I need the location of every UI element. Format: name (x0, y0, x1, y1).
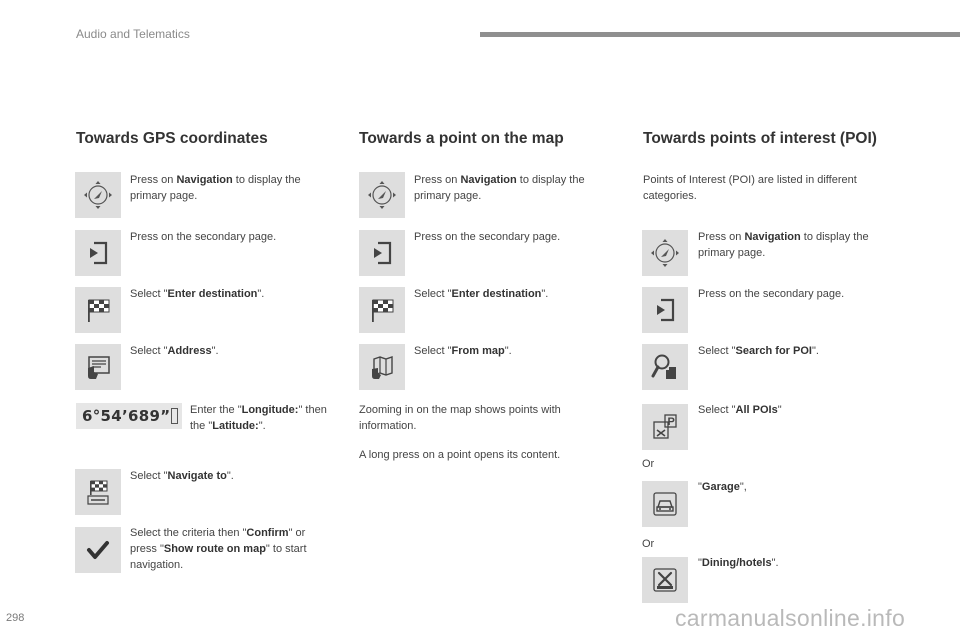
all-pois-icon (642, 404, 688, 450)
or-label: Or (642, 538, 655, 550)
gps-step-2: Press on the secondary page. (130, 231, 277, 243)
map-step-1: Press on Navigation to display the primary page. (414, 174, 585, 202)
coordinate-value: 6°54’689” (82, 407, 171, 425)
poi-step-1: Press on Navigation to display the primary page. (698, 231, 869, 259)
poi-intro: Points of Interest (POI) are listed in different categories. (643, 174, 857, 202)
section-title-point-on-map: Towards a point on the map (359, 130, 564, 147)
or-label: Or (642, 458, 655, 470)
poi-step-6: "Dining/hotels". (698, 557, 779, 569)
map-icon (359, 344, 405, 390)
map-note-zoom: Zooming in on the map shows points with information. (359, 404, 561, 432)
map-step-2: Press on the secondary page. (414, 231, 561, 243)
navigation-icon (75, 172, 121, 218)
secondary-page-icon (75, 230, 121, 276)
secondary-page-icon (642, 287, 688, 333)
svg-text:P: P (667, 416, 675, 428)
gps-step-5: Enter the "Longitude:" then the "Latitude:". (190, 404, 327, 432)
header-divider-bar (480, 32, 960, 37)
section-title-poi: Towards points of interest (POI) (643, 130, 877, 147)
secondary-page-icon (359, 230, 405, 276)
section-title-gps-coordinates: Towards GPS coordinates (76, 130, 268, 147)
gps-step-3: Select "Enter destination". (130, 288, 265, 300)
header-title: Audio and Telematics (76, 27, 190, 41)
checkered-flag-icon (359, 287, 405, 333)
poi-step-5: "Garage", (698, 481, 747, 493)
garage-car-icon (642, 481, 688, 527)
poi-step-2: Press on the secondary page. (698, 288, 845, 300)
map-note-long-press: A long press on a point opens its content. (359, 449, 561, 461)
text-cursor-icon (171, 408, 178, 424)
poi-step-4: Select "All POIs" (698, 404, 782, 416)
map-step-3: Select "Enter destination". (414, 288, 549, 300)
poi-step-3: Select "Search for POI". (698, 345, 819, 357)
address-icon (75, 344, 121, 390)
dining-hotels-icon (642, 557, 688, 603)
gps-step-7: Select the criteria then "Confirm" or press "Show route on map" to start navigation. (130, 527, 307, 571)
coordinate-entry-display (76, 403, 182, 429)
page-number: 298 (6, 612, 25, 624)
gps-step-4: Select "Address". (130, 345, 219, 357)
map-step-4: Select "From map". (414, 345, 512, 357)
gps-step-6: Select "Navigate to". (130, 470, 234, 482)
checkered-flag-icon (75, 287, 121, 333)
confirm-checkmark-icon (75, 527, 121, 573)
watermark: carmanualsonline.info (675, 605, 906, 631)
gps-step-1: Press on Navigation to display the primary page. (130, 174, 301, 202)
navigate-to-flag-icon (75, 469, 121, 515)
search-poi-icon (642, 344, 688, 390)
navigation-icon (642, 230, 688, 276)
navigation-icon (359, 172, 405, 218)
